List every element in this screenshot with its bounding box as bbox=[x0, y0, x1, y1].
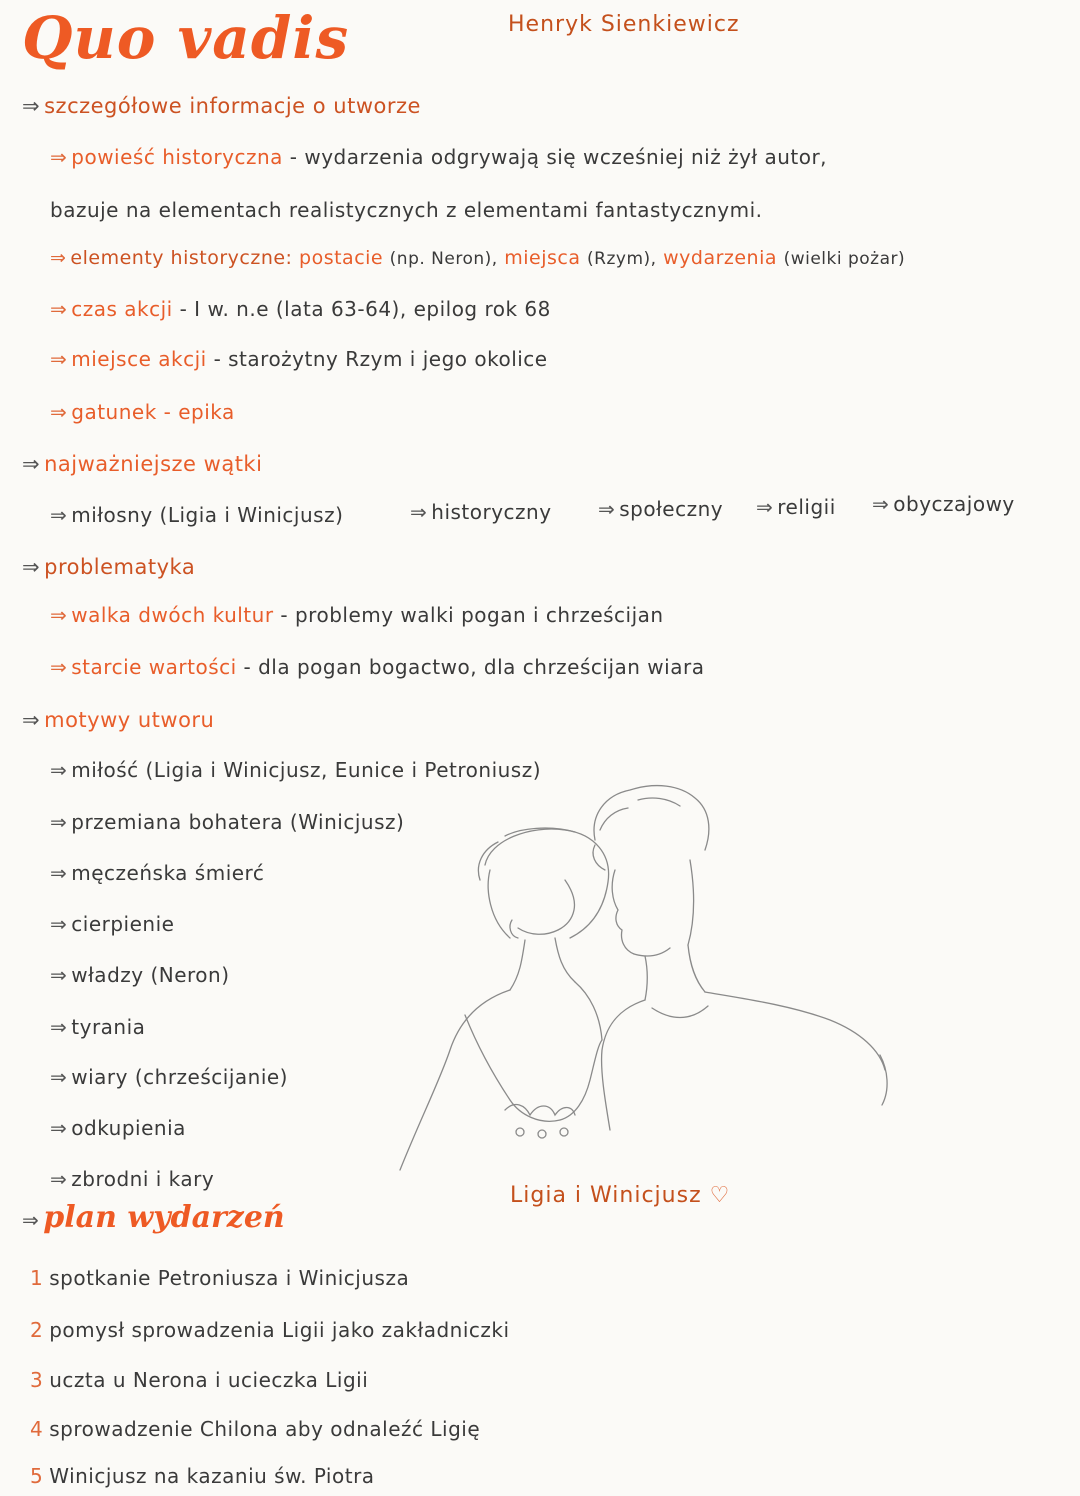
problems-heading: problematyka bbox=[44, 555, 196, 579]
threads-heading: najważniejsze wątki bbox=[44, 452, 263, 476]
plan-item bbox=[30, 1464, 375, 1488]
motif-item bbox=[50, 1167, 214, 1191]
plan-heading: plan wydarzeń bbox=[43, 1200, 285, 1235]
motif-label: miłość (Ligia i Winicjusz, Eunice i Petroniusz) bbox=[71, 758, 542, 782]
motif-item bbox=[50, 861, 264, 885]
arrow-icon: ⇒ bbox=[22, 94, 41, 118]
arrow-icon: ⇒ bbox=[50, 1015, 68, 1039]
motif-label: tyrania bbox=[71, 1015, 146, 1039]
place-row bbox=[50, 347, 548, 371]
illustration-caption: Ligia i Winicjusz bbox=[510, 1183, 702, 1208]
problem-label: walka dwóch kultur bbox=[71, 603, 274, 627]
thread-label: obyczajowy bbox=[893, 492, 1015, 516]
motif-label: męczeńska śmierć bbox=[71, 861, 265, 885]
arrow-icon: ⇒ bbox=[598, 497, 616, 521]
thread-label: historyczny bbox=[431, 500, 552, 524]
couple-sketch-illustration bbox=[390, 770, 910, 1190]
plan-item bbox=[30, 1318, 510, 1342]
historical-row bbox=[50, 247, 905, 269]
arrow-icon: ⇒ bbox=[22, 452, 41, 476]
plan-item bbox=[30, 1266, 409, 1290]
genre-value: - epika bbox=[163, 400, 235, 424]
motif-item bbox=[50, 810, 404, 834]
characters-value: (np. Neron), bbox=[389, 249, 498, 269]
illustration-caption-row bbox=[510, 1183, 730, 1208]
page-title: Quo vadis bbox=[22, 4, 350, 72]
arrow-icon: ⇒ bbox=[50, 1167, 68, 1191]
arrow-icon: ⇒ bbox=[22, 1208, 40, 1232]
arrow-icon: ⇒ bbox=[50, 145, 68, 169]
plan-heading-row bbox=[22, 1200, 285, 1235]
arrow-icon: ⇒ bbox=[22, 555, 41, 579]
plan-item-text: uczta u Nerona i ucieczka Ligii bbox=[49, 1368, 369, 1392]
problem-text: - dla pogan bogactwo, dla chrześcijan wiara bbox=[243, 655, 705, 679]
novel-row bbox=[50, 145, 827, 169]
author-name: Henryk Sienkiewicz bbox=[508, 12, 740, 37]
characters-label: postacie bbox=[299, 247, 384, 269]
arrow-icon: ⇒ bbox=[50, 810, 68, 834]
events-label: wydarzenia bbox=[663, 247, 778, 269]
genre-row bbox=[50, 400, 235, 424]
motif-label: cierpienie bbox=[71, 912, 175, 936]
arrow-icon: ⇒ bbox=[410, 500, 428, 524]
thread-label: społeczny bbox=[619, 497, 724, 521]
novel-label: powieść historyczna bbox=[71, 145, 283, 169]
motif-label: zbrodni i kary bbox=[71, 1167, 215, 1191]
plan-item-text: sprowadzenie Chilona aby odnaleźć Ligię bbox=[49, 1417, 481, 1441]
details-heading-row bbox=[22, 94, 421, 118]
arrow-icon: ⇒ bbox=[872, 492, 890, 516]
motif-item bbox=[50, 1116, 186, 1140]
problem-item bbox=[50, 603, 664, 627]
motif-label: odkupienia bbox=[71, 1116, 186, 1140]
time-value: - I w. n.e (lata 63-64), epilog rok 68 bbox=[179, 297, 551, 321]
plan-item bbox=[30, 1368, 368, 1392]
arrow-icon: ⇒ bbox=[50, 655, 68, 679]
arrow-icon: ⇒ bbox=[50, 1065, 68, 1089]
motif-item bbox=[50, 912, 174, 936]
arrow-icon: ⇒ bbox=[50, 758, 68, 782]
arrow-icon: ⇒ bbox=[50, 963, 68, 987]
historical-label: elementy historyczne: bbox=[70, 247, 293, 269]
motif-item bbox=[50, 1065, 288, 1089]
problem-label: starcie wartości bbox=[71, 655, 237, 679]
plan-item-number: 1 bbox=[30, 1266, 44, 1290]
arrow-icon: ⇒ bbox=[50, 603, 68, 627]
thread-item bbox=[410, 500, 552, 524]
thread-item bbox=[872, 492, 1015, 516]
plan-item bbox=[30, 1417, 480, 1441]
motif-item bbox=[50, 1015, 145, 1039]
plan-item-number: 3 bbox=[30, 1368, 44, 1392]
problem-item bbox=[50, 655, 704, 679]
arrow-icon: ⇒ bbox=[50, 861, 68, 885]
time-label: czas akcji bbox=[71, 297, 173, 321]
genre-label: gatunek bbox=[71, 400, 157, 424]
plan-item-text: pomysł sprowadzenia Ligii jako zakładniczki bbox=[49, 1318, 510, 1342]
novel-text: - wydarzenia odgrywają się wcześniej niż żył autor, bbox=[289, 145, 828, 169]
arrow-icon: ⇒ bbox=[22, 708, 41, 732]
arrow-icon: ⇒ bbox=[50, 400, 68, 424]
arrow-icon: ⇒ bbox=[50, 503, 68, 527]
place-label: miejsce akcji bbox=[71, 347, 207, 371]
arrow-icon: ⇒ bbox=[50, 912, 68, 936]
plan-item-number: 4 bbox=[30, 1417, 44, 1441]
heart-icon: ♡ bbox=[709, 1183, 731, 1208]
motif-label: władzy (Neron) bbox=[71, 963, 230, 987]
arrow-icon: ⇒ bbox=[50, 247, 67, 269]
plan-item-text: spotkanie Petroniusza i Winicjusza bbox=[49, 1266, 410, 1290]
thread-label: religii bbox=[777, 495, 836, 519]
arrow-icon: ⇒ bbox=[50, 297, 68, 321]
plan-item-number: 2 bbox=[30, 1318, 44, 1342]
plan-item-number: 5 bbox=[30, 1464, 44, 1488]
motif-label: przemiana bohatera (Winicjusz) bbox=[71, 810, 405, 834]
arrow-icon: ⇒ bbox=[50, 1116, 68, 1140]
problems-heading-row bbox=[22, 555, 195, 579]
threads-heading-row bbox=[22, 452, 262, 476]
place-value: - starożytny Rzym i jego okolice bbox=[213, 347, 548, 371]
places-value: (Rzym), bbox=[587, 249, 657, 269]
places-label: miejsca bbox=[504, 247, 581, 269]
motif-label: wiary (chrześcijanie) bbox=[71, 1065, 288, 1089]
thread-item bbox=[50, 503, 343, 527]
motifs-heading-row bbox=[22, 708, 214, 732]
details-heading: szczegółowe informacje o utworze bbox=[44, 94, 421, 118]
plan-item-text: Winicjusz na kazaniu św. Piotra bbox=[49, 1464, 375, 1488]
motif-item bbox=[50, 963, 230, 987]
events-value: (wielki pożar) bbox=[783, 249, 906, 269]
arrow-icon: ⇒ bbox=[50, 347, 68, 371]
novel-text-continued: bazuje na elementach realistycznych z elementami fantastycznymi. bbox=[50, 198, 763, 222]
thread-label: miłosny (Ligia i Winicjusz) bbox=[71, 503, 344, 527]
motifs-heading: motywy utworu bbox=[44, 708, 215, 732]
thread-item bbox=[598, 497, 723, 521]
thread-item bbox=[756, 495, 836, 519]
problem-text: - problemy walki pogan i chrześcijan bbox=[280, 603, 664, 627]
time-row bbox=[50, 297, 551, 321]
arrow-icon: ⇒ bbox=[756, 495, 774, 519]
